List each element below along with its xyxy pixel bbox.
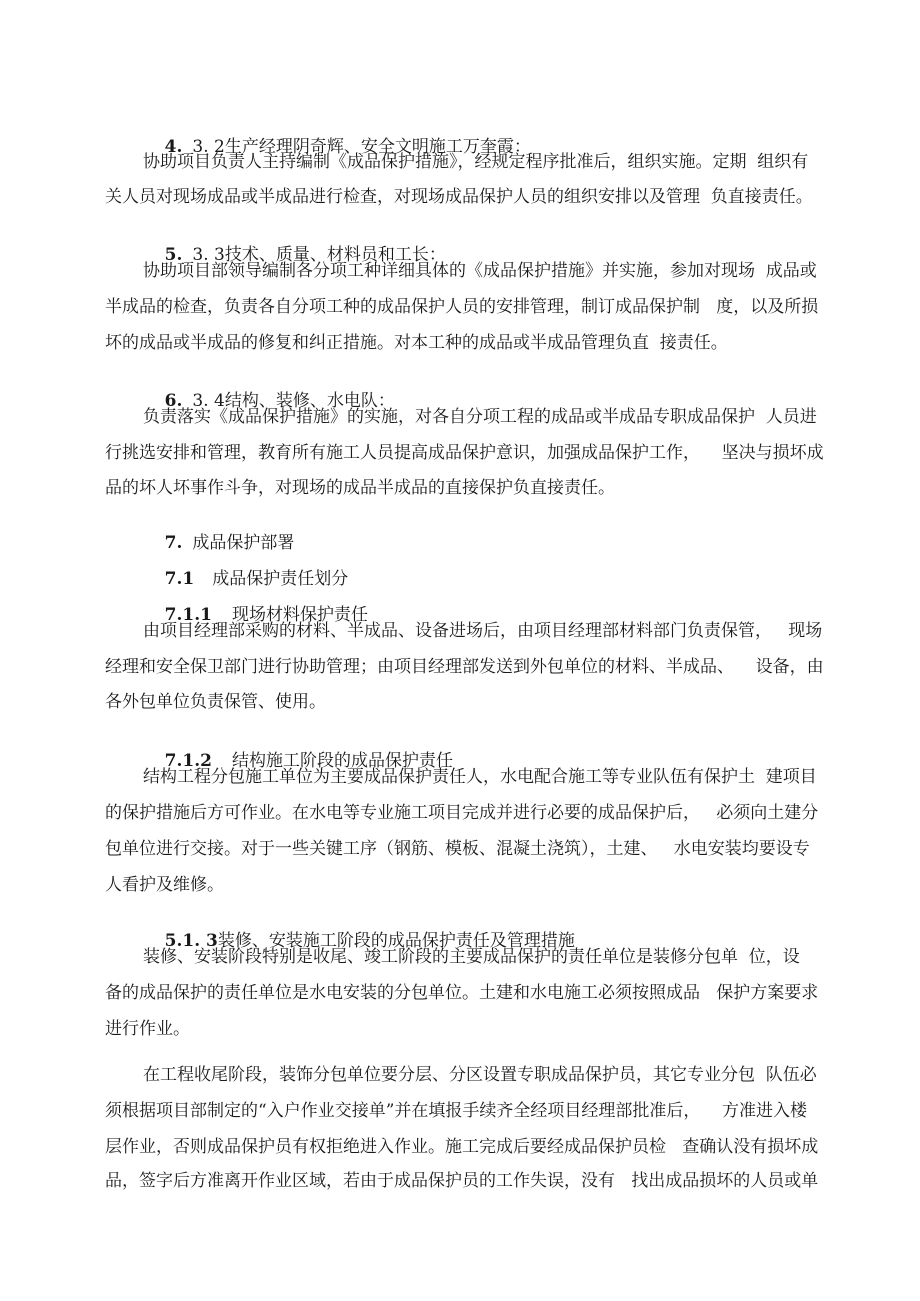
paragraph-line: 的保护措施后方可作业。在水电等专业施工项目完成并进行必要的成品保护后， 必须向土建分	[105, 803, 819, 823]
heading-number: 7.1.2	[164, 751, 212, 771]
heading-text: 3. 3技术、质量、材料员和工长：	[192, 245, 446, 265]
paragraph-line: 协助项目负责人主持编制《成品保护措施》，经规定程序批准后，组织实施。定期 组织有	[143, 152, 809, 172]
paragraph-line: 品的坏人坏事作斗争，对现场的成品半成品的直接保护负直接责任。	[105, 478, 615, 498]
heading-text: 装修、安装施工阶段的成品保护责任及管理措施	[217, 931, 575, 951]
paragraph-line: 行挑选安排和管理，教育所有施工人员提高成品保护意识，加强成品保护工作， 坚决与损坏成	[105, 443, 824, 463]
heading-number: 7.1.1	[164, 605, 212, 625]
paragraph-line: 协助项目部领导编制各分项工种详细具体的《成品保护措施》并实施，参加对现场 成品或	[143, 261, 817, 281]
heading-number: 5.	[164, 245, 183, 265]
paragraph-line: 包单位进行交接。对于一些关键工序（钢筋、模板、混凝土浇筑），土建、 水电安装均要设专	[105, 839, 810, 859]
paragraph-line: 品，签字后方准离开作业区域，若由于成品保护员的工作失误，没有 找出成品损坏的人员或单	[105, 1171, 819, 1191]
paragraph-line: 须根据项目部制定的“入户作业交接单”并在填报手续齐全经项目经理部批准后， 方准进入楼	[105, 1101, 807, 1121]
paragraph-line: 各外包单位负责保管、使用。	[105, 692, 326, 712]
paragraph-line: 结构工程分包施工单位为主要成品保护责任人，水电配合施工等专业队伍有保护土 建项目	[143, 767, 817, 787]
heading-number: 7.1	[164, 569, 195, 589]
paragraph-line: 坏的成品或半成品的修复和纠正措施。对本工种的成品或半成品管理负直 接责任。	[105, 333, 728, 353]
paragraph-line: 半成品的检查，负责各自分项工种的成品保护人员的安排管理，制订成品保护制 度，以及所损	[105, 297, 819, 317]
heading-text: 成品保护责任划分	[212, 569, 349, 589]
paragraph-line: 装修、安装阶段特别是收尾、竣工阶段的主要成品保护的责任单位是装修分包单 位，设	[143, 947, 800, 967]
heading-number: 7.	[164, 533, 183, 553]
heading-text: 3. 2生产经理阴奇辉、安全文明施工万奎霞：	[192, 137, 531, 157]
paragraph-line: 在工程收尾阶段，装饰分包单位要分层、分区设置专职成品保护员，其它专业分包 队伍必	[143, 1065, 817, 1085]
paragraph-line: 进行作业。	[105, 1019, 190, 1039]
paragraph-line: 人看护及维修。	[105, 875, 224, 895]
heading-number: 6.	[164, 391, 183, 411]
heading-text: 结构施工阶段的成品保护责任	[231, 751, 453, 771]
heading-number: 4.	[164, 137, 183, 157]
heading-number: 5.1. 3	[164, 931, 218, 951]
heading-text: 3. 4结构、装修、水电队：	[192, 391, 395, 411]
paragraph-line: 备的成品保护的责任单位是水电安装的分包单位。土建和水电施工必须按照成品 保护方案要求	[105, 983, 819, 1003]
heading-text: 成品保护部署	[192, 533, 295, 553]
paragraph-line: 由项目经理部采购的材料、半成品、设备进场后，由项目经理部材料部门负责保管， 现场	[143, 621, 823, 641]
paragraph-line: 经理和安全保卫部门进行协助管理；由项目经理部发送到外包单位的材料、半成品、 设备，由	[105, 657, 824, 677]
paragraph-line: 层作业，否则成品保护员有权拒绝进入作业。施工完成后要经成品保护员检 查确认没有损坏成	[105, 1137, 819, 1157]
paragraph-line: 负责落实《成品保护措施》的实施，对各自分项工程的成品或半成品专职成品保护 人员进	[143, 407, 817, 427]
heading-text: 现场材料保护责任	[231, 605, 368, 625]
paragraph-line: 关人员对现场成品或半成品进行检查，对现场成品保护人员的组织安排以及管理 负直接责任。	[105, 187, 813, 207]
